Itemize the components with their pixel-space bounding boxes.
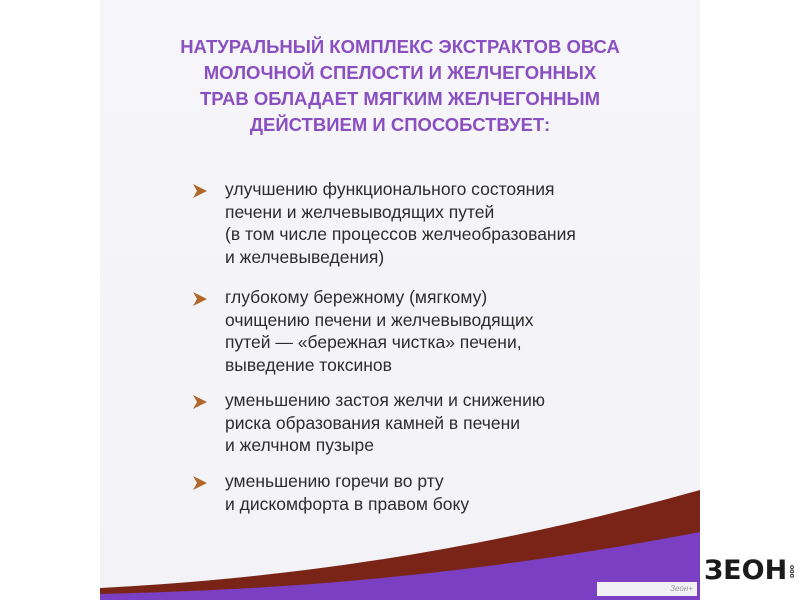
headline-line: НАТУРАЛЬНЫЙ КОМПЛЕКС ЭКСТРАКТОВ ОВСА [180,36,620,57]
list-item-line: выведение токсинов [225,354,392,375]
list-item-line: и желчном пузыре [225,435,375,455]
headline-line: МОЛОЧНОЙ СПЕЛОСТИ И ЖЕЛЧЕГОННЫХ [203,62,597,83]
list-item-line: глубокому бережному (мягкому) [225,287,488,307]
headline-line: ТРАВ ОБЛАДАЕТ МЯГКИМ ЖЕЛЧЕГОННЫМ [199,88,601,109]
logo-text: ЗЕОН [704,555,788,586]
logo-sub: ооо [789,564,797,578]
list-item-line: печени и желчевыводящих путей [225,201,495,222]
list-item-line: риска образования камней в печени [225,412,521,433]
list-item-line: и дискомфорта в правом боку [225,493,470,514]
footer-tag: Зеон+ [597,582,697,596]
list-item-line: и желчевыведения) [225,246,385,267]
bottom-wave-decoration [100,0,700,600]
list-item-line: (в том числе процессов желчеобразования [225,224,576,244]
list-item-line: очищению печени и желчевыводящих [225,309,534,330]
headline-line: ДЕЙСТВИЕМ И СПОСОБСТВУЕТ: [249,114,551,135]
list-item-line: уменьшению застоя желчи и снижению [225,390,545,410]
info-card [100,0,700,600]
brand-logo [704,556,797,586]
list-item-line: уменьшению горечи во рту [225,471,444,491]
list-item-line: улучшению функционального состояния [225,179,555,199]
list-item-line: путей — «бережная чистка» печени, [225,332,522,352]
